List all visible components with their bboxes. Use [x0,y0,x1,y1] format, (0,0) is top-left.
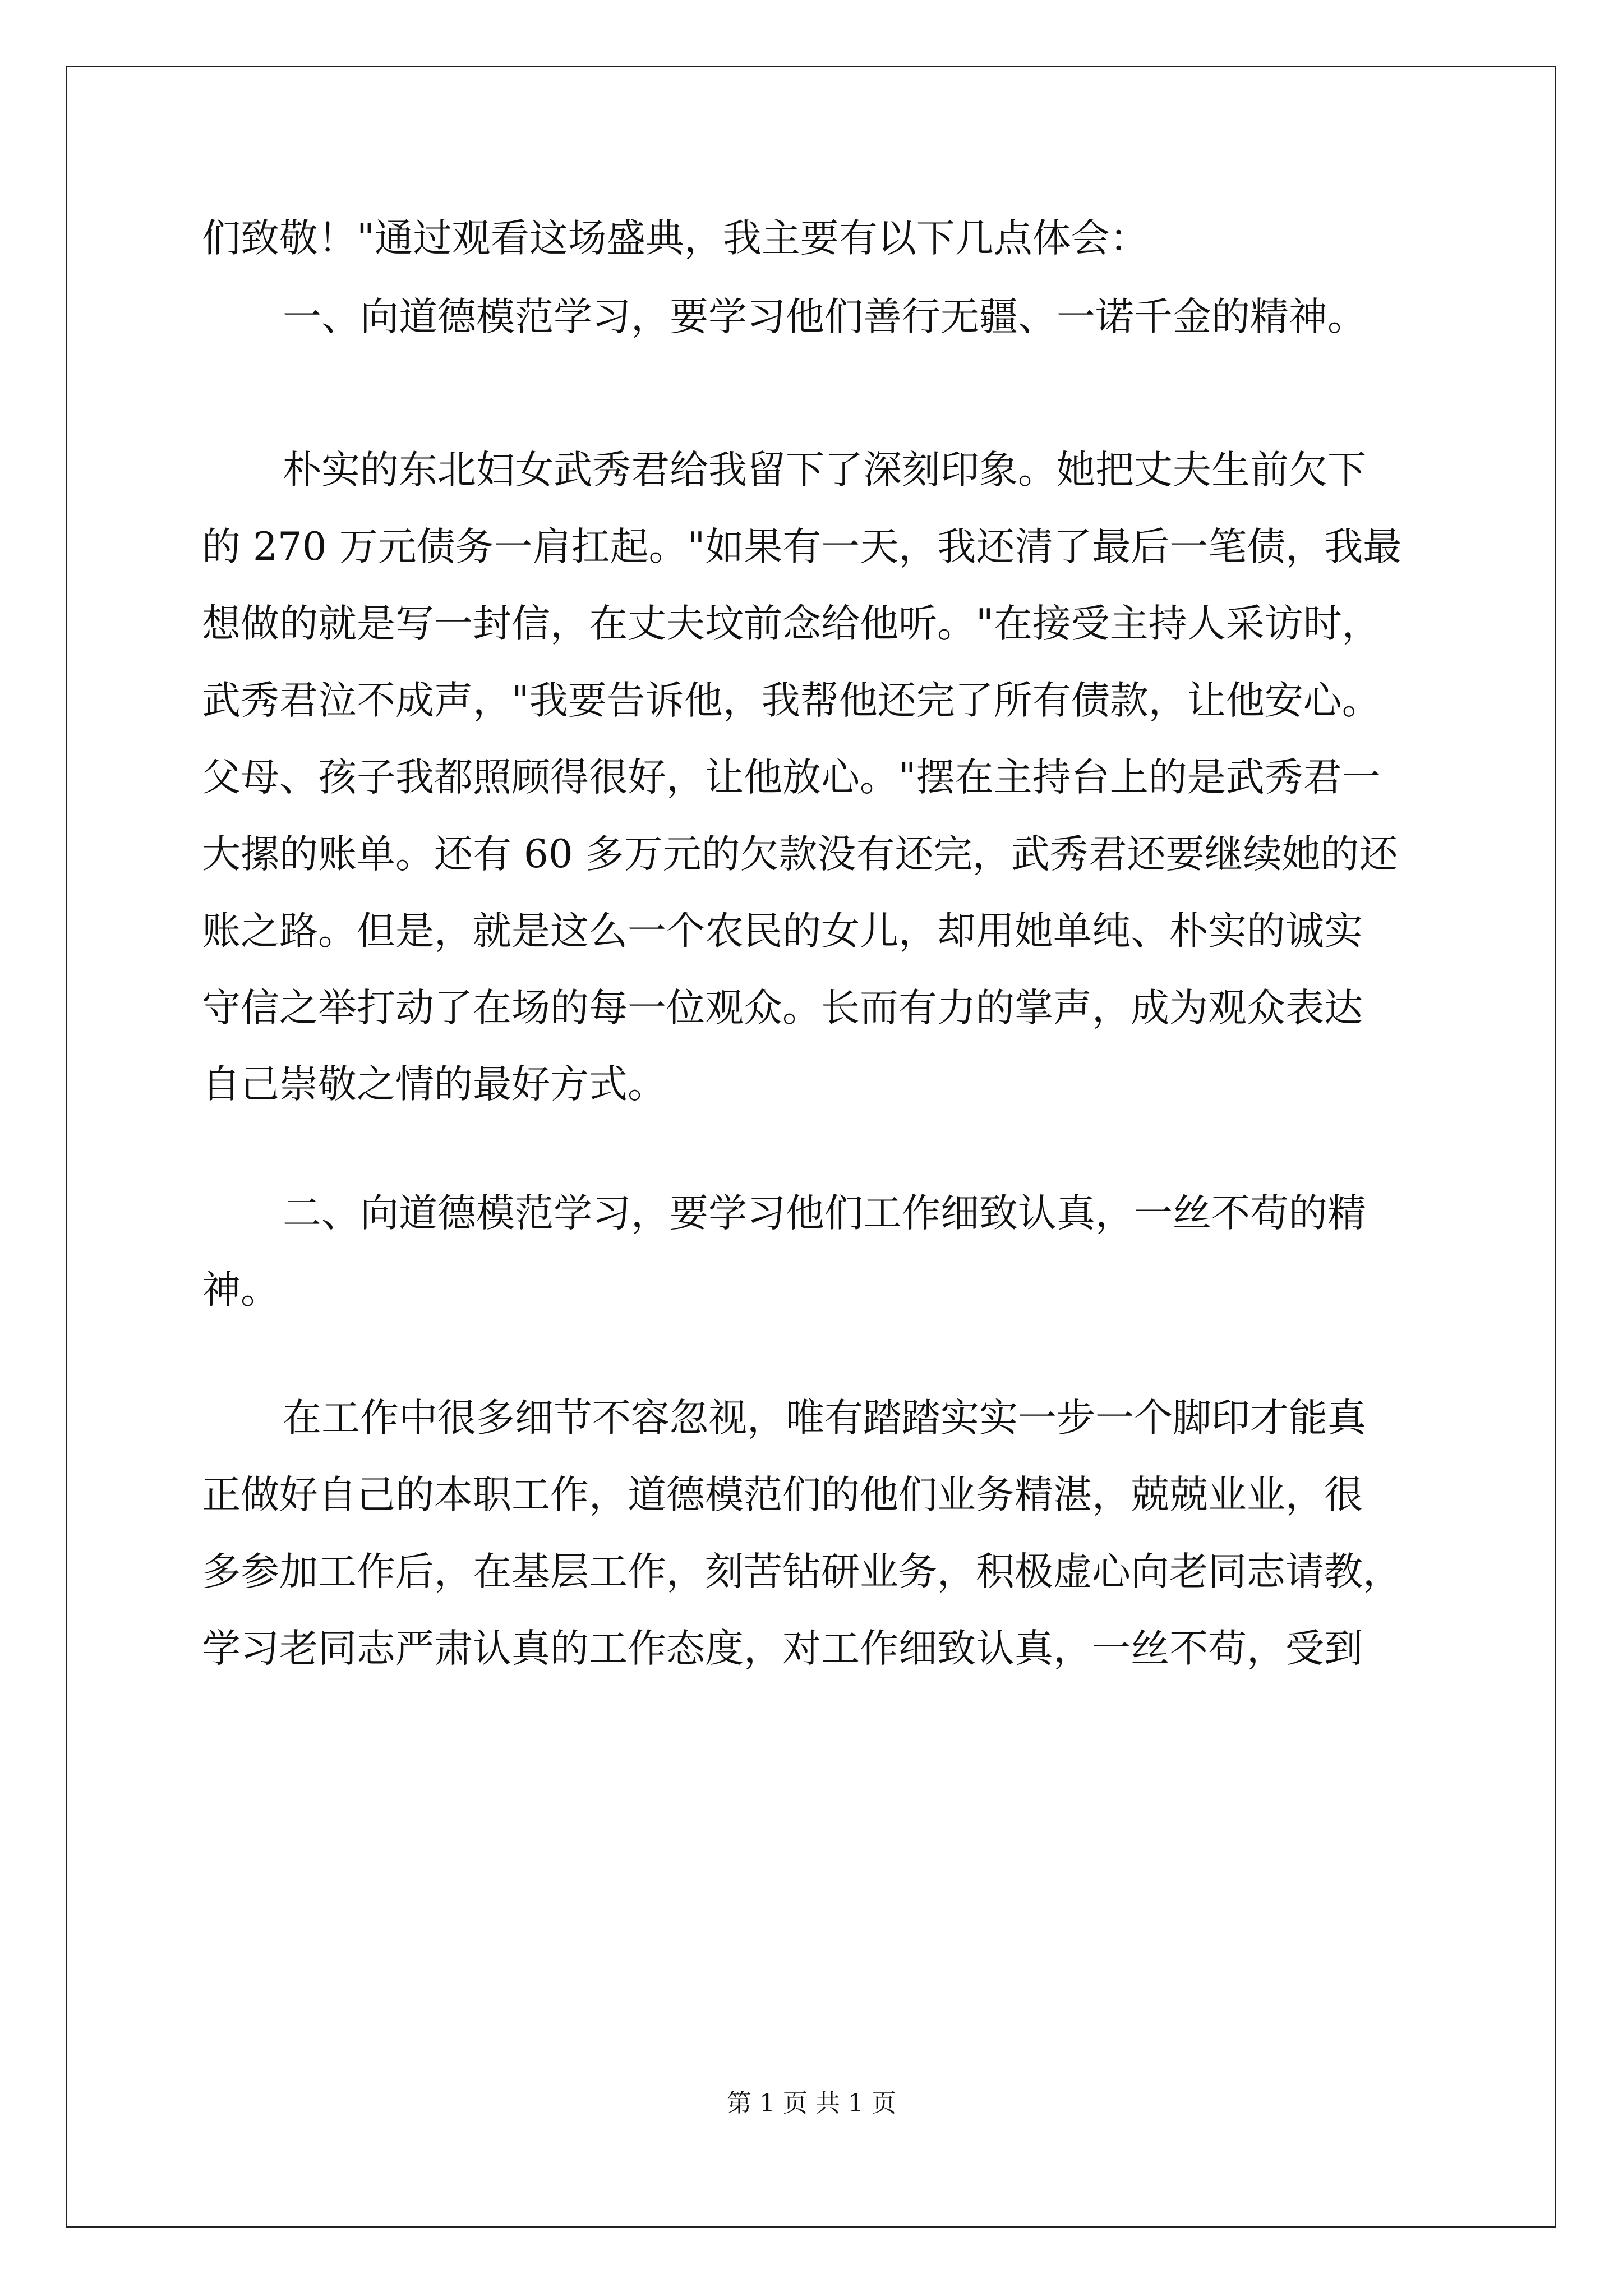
section-heading-1: 一、向道德模范学习，要学习他们善行无疆、一诺千金的精神。 [283,295,1366,339]
text-line: 在工作中很多细节不容忽视，唯有踏踏实实一步一个脚印才能真 [283,1396,1366,1441]
text-line: 朴实的东北妇女武秀君给我留下了深刻印象。她把丈夫生前欠下 [283,448,1366,493]
text-line: 的 270 万元债务一肩扛起。"如果有一天，我还清了最后一笔债，我最 [202,524,1402,569]
text-line: 武秀君泣不成声，"我要告诉他，我帮他还完了所有债款，让他安心。 [202,678,1381,723]
text-line: 账之路。但是，就是这么一个农民的女儿，却用她单纯、朴实的诚实 [202,909,1363,954]
text-line: 守信之举打动了在场的每一位观众。长而有力的掌声，成为观众表达 [202,986,1363,1030]
page-number: 第 1 页 共 1 页 [727,2089,896,2118]
text-line: 正做好自己的本职工作，道德模范们的他们业务精湛，兢兢业业，很 [202,1473,1363,1517]
text-line: 大摞的账单。还有 60 多万元的欠款没有还完，武秀君还要继续她的还 [202,832,1398,877]
text-line: 多参加工作后，在基层工作，刻苦钻研业务，积极虚心向老同志请教， [202,1549,1401,1594]
text-line: 自己崇敬之情的最好方式。 [202,1062,666,1107]
section-heading-2: 二、向道德模范学习，要学习他们工作细致认真，一丝不苟的精 [283,1191,1366,1236]
text-line: 神。 [202,1268,279,1313]
page-border [66,66,1556,2228]
text-line: 父母、孩子我都照顾得很好，让他放心。"摆在主持台上的是武秀君一 [202,755,1381,800]
text-line: 学习老同志严肃认真的工作态度，对工作细致认真，一丝不苟，受到 [202,1626,1363,1671]
text-line: 们致敬！"通过观看这场盛典，我主要有以下几点体会： [202,216,1149,261]
text-line: 想做的就是写一封信，在丈夫坟前念给他听。"在接受主持人采访时， [202,601,1381,646]
